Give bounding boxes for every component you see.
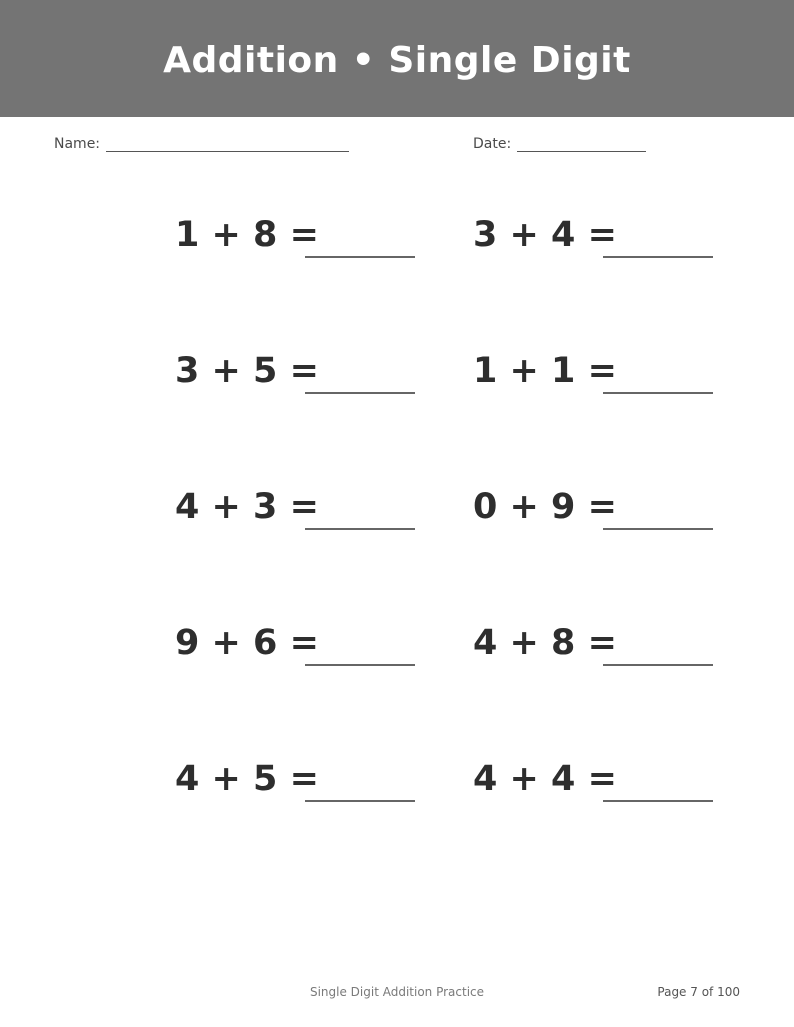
page-number: Page 7 of 100 <box>657 985 740 999</box>
answer-line[interactable] <box>603 256 713 258</box>
answer-line[interactable] <box>603 664 713 666</box>
answer-line[interactable] <box>603 528 713 530</box>
problem-text: 1 + 8 = <box>175 215 319 255</box>
page-title: Addition • Single Digit <box>163 40 631 81</box>
footer-title: Single Digit Addition Practice <box>309 985 485 999</box>
answer-line[interactable] <box>603 800 713 802</box>
date-field[interactable] <box>517 151 646 152</box>
problem-text: 4 + 5 = <box>175 759 319 799</box>
problem-text: 1 + 1 = <box>473 351 617 391</box>
problem-text: 0 + 9 = <box>473 487 617 527</box>
problem-text: 3 + 4 = <box>473 215 617 255</box>
problem-text: 4 + 8 = <box>473 623 617 663</box>
answer-line[interactable] <box>305 664 415 666</box>
name-field[interactable] <box>106 151 349 152</box>
answer-line[interactable] <box>305 256 415 258</box>
problem-text: 4 + 4 = <box>473 759 617 799</box>
name-label: Name: <box>54 136 101 152</box>
problem-text: 9 + 6 = <box>175 623 319 663</box>
answer-line[interactable] <box>305 528 415 530</box>
problem-text: 4 + 3 = <box>175 487 319 527</box>
answer-line[interactable] <box>305 392 415 394</box>
problem-text: 3 + 5 = <box>175 351 319 391</box>
answer-line[interactable] <box>305 800 415 802</box>
date-label: Date: <box>473 136 512 152</box>
answer-line[interactable] <box>603 392 713 394</box>
